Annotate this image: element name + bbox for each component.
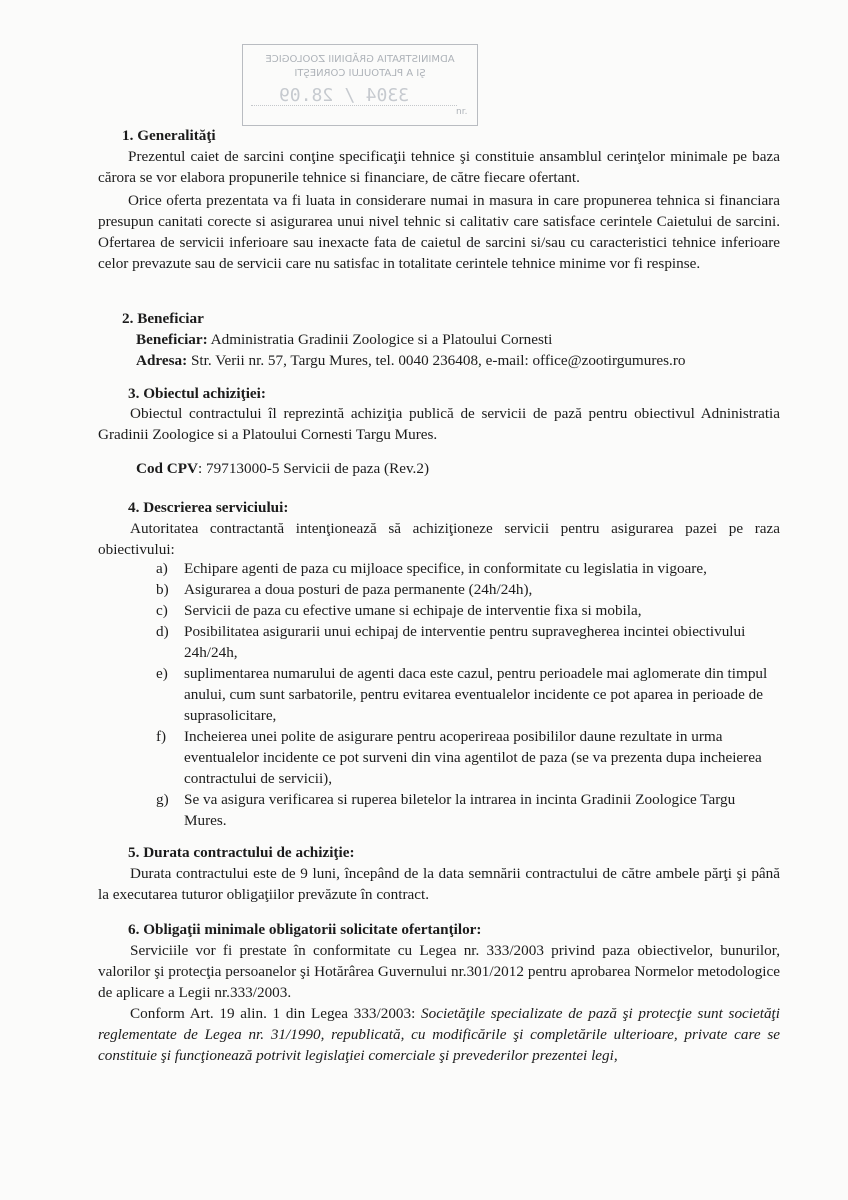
section-3-title: 3. Obiectul achiziţiei: <box>128 385 266 402</box>
law-reference-intro: Conform Art. 19 alin. 1 din Legea 333/2003: <box>130 1005 422 1022</box>
list-item-text: Servicii de paza cu efective umane si echipaje de interventie fixa si mobila, <box>184 602 642 619</box>
section-4-intro: Autoritatea contractantă intenţionează să achiziţioneze servicii pentru asigurarea pazei pe raza obiectivului: <box>98 520 780 558</box>
beneficiar-line <box>136 329 552 350</box>
beneficiar-value: Administratia Gradinii Zoologice si a Platoului Cornesti <box>207 331 553 348</box>
list-item-text: Echipare agenti de paza cu mijloace specifice, in conformitate cu legislatia in vigoare, <box>184 560 707 577</box>
section-5-title: 5. Durata contractului de achiziţie: <box>128 844 355 861</box>
section-1-title: 1. Generalităţi <box>122 127 216 144</box>
list-item-text: Asigurarea a doua posturi de paza permanente (24h/24h), <box>184 581 533 598</box>
adresa-label: Adresa: <box>136 352 188 369</box>
stamp-handwritten-number: 3304 / 28.09 <box>279 85 410 106</box>
section-3-paragraph: Obiectul contractului îl reprezintă achiziţia publică de servicii de pază pentru obiectivul Adninistratia Gradinii Zoologice si a Platoului Cornesti Targu Mures. <box>98 405 780 443</box>
section-6-paragraph-1: Serviciile vor fi prestate în conformitate cu Legea nr. 333/2003 privind paza obiectivelor, bunurilor, valorilor şi protecţia persoanelor şi Hotărârea Guvernului nr.301/2012 pentru aprobarea Normelor metodologice de aplicare a Legii nr.333/2003. <box>98 942 780 1001</box>
list-item-marker: b) <box>156 581 169 598</box>
list-item-marker: g) <box>156 791 169 808</box>
section-1-paragraph-2: Orice oferta prezentata va fi luata in considerare numai in masura in care propunerea tehnica si financiara presupun canitati corecte si asigurarea unui nivel tehnic si calitativ care satisface cerintele Caietului de sarcini. Ofertarea de servicii inferioare sau inexacte fata de caietul de sarcini si/sau cu caracteristici tehnice inferioare celor prevazute sau de servicii care nu satisfac in totalitate cerintele tehnice minime vor fi respinse. <box>98 192 780 272</box>
stamp-divider <box>251 105 457 106</box>
list-item-text: Posibilitatea asigurarii unui echipaj de interventie pentru supravegherea incintei obiectivului 24h/24h, <box>184 623 746 661</box>
beneficiar-label: Beneficiar: <box>136 331 208 348</box>
list-item-marker: a) <box>156 560 168 577</box>
cpv-label: Cod CPV <box>136 460 199 477</box>
stamp-nr-label: nr. <box>456 107 468 117</box>
adresa-value: Str. Verii nr. 57, Targu Mures, tel. 0040 236408, e-mail: office@zootirgumures.ro <box>187 352 686 369</box>
section-5-paragraph: Durata contractului este de 9 luni, începând de la data semnării contractului de către ambele părţi şi până la executarea tuturor obligaţiilor prevăzute în contract. <box>98 865 780 903</box>
section-4-title: 4. Descrierea serviciului: <box>128 499 289 516</box>
stamp-line-1: ADMINISTRATIA GRĂDINII ZOOLOGICE <box>265 54 455 65</box>
section-2-title: 2. Beneficiar <box>122 310 204 327</box>
adresa-line <box>136 350 685 371</box>
list-item-marker: f) <box>156 728 167 745</box>
section-1-paragraph-1: Prezentul caiet de sarcini conţine specificaţii tehnice şi constituie ansamblul cerinţelor minimale pe baza cărora se vor elabora propunerile tehnice si financiare, de către fiecare ofertant. <box>98 148 780 186</box>
cpv-value: : 79713000-5 Servicii de paza (Rev.2) <box>198 460 430 477</box>
stamp-line-2: ŞI A PLATOULUI CORNEŞTI <box>294 68 426 79</box>
list-item-marker: e) <box>156 665 168 682</box>
cpv-line <box>136 458 429 479</box>
list-item-text: Se va asigura verificarea si ruperea biletelor la intrarea in incinta Gradinii Zoologice Targu Mures. <box>184 791 736 829</box>
list-item-text: Incheierea unei polite de asigurare pentru acoperireaa posibililor daune rezultate in urma eventualelor incidente ce pot surveni din vina agentilot de paza (se va prezenta dupa incheierea contractului de servicii), <box>184 728 762 787</box>
registration-stamp <box>242 44 478 126</box>
list-item-marker: c) <box>156 602 168 619</box>
section-6-paragraph-2 <box>98 1003 780 1066</box>
section-6-title: 6. Obligaţii minimale obligatorii solicitate ofertanţilor: <box>128 921 482 938</box>
list-item-text: suplimentarea numarului de agenti daca este cazul, pentru perioadele mai aglomerate din timpul anului, cum sunt sarbatorile, pentru evitarea eventualelor incidente ce pot aparea in perioade de suprasolicitare, <box>184 665 768 724</box>
law-quote: Societăţile specializate de pază şi protecţie sunt societăţi reglementate de Legea nr. 31/1990, republicată, cu modificările şi completările ulterioare, private care se constituie şi funcţionează potrivit legislaţiei comerciale şi prevederilor prezentei legi, <box>98 1005 780 1064</box>
list-item-marker: d) <box>156 623 169 640</box>
